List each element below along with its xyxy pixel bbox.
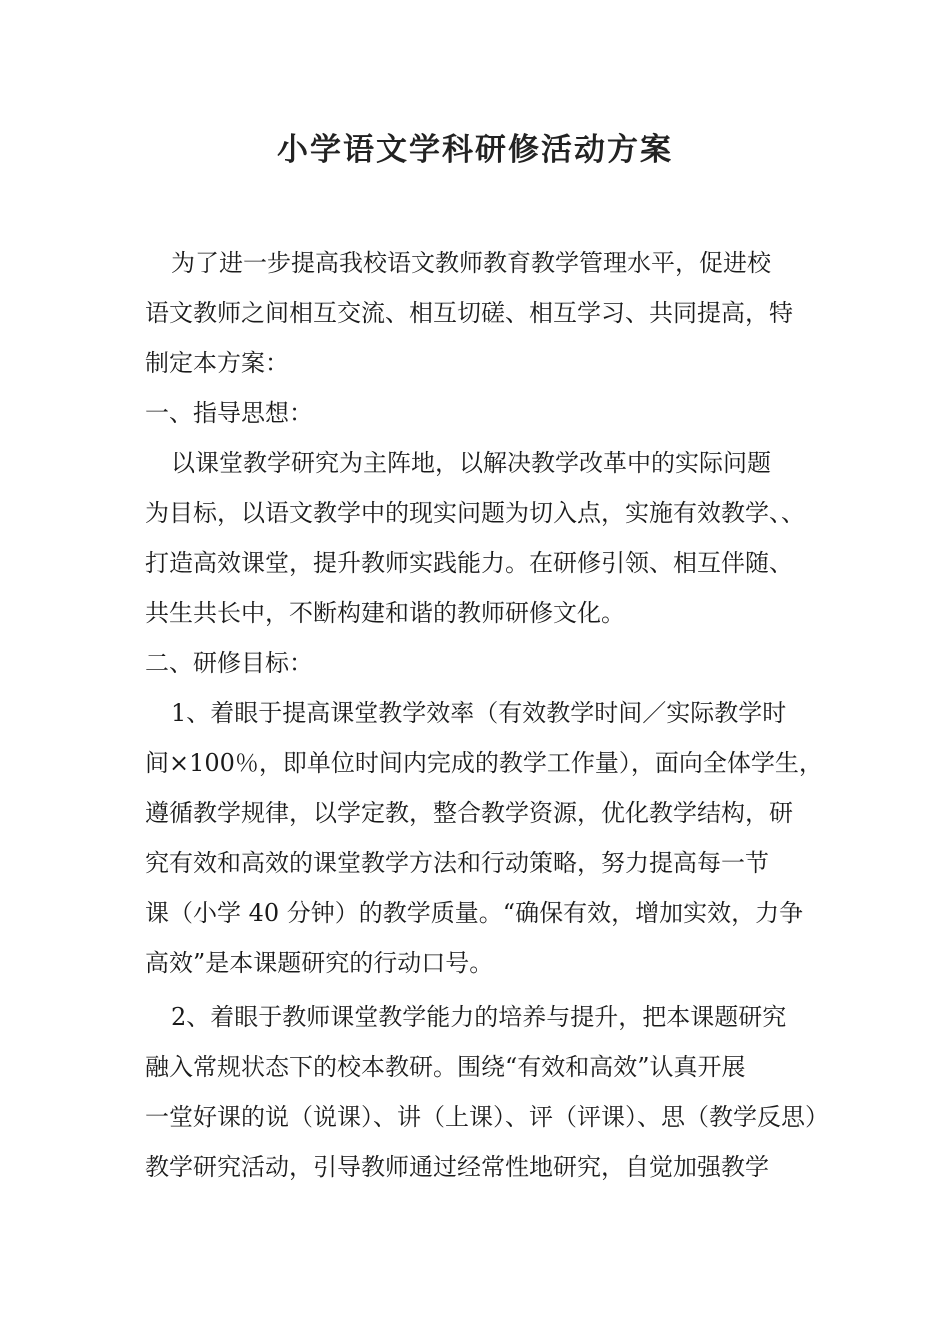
section-heading: 一、指导思想： bbox=[145, 399, 313, 427]
body-line: 语文教师之间相互交流、相互切磋、相互学习、共同提高，特 bbox=[145, 299, 793, 327]
body-line: 打造高效课堂，提升教师实践能力。在研修引领、相互伴随、 bbox=[145, 549, 793, 577]
section-heading: 二、研修目标： bbox=[145, 649, 313, 677]
body-line: 以课堂教学研究为主阵地，以解决教学改革中的实际问题 bbox=[171, 449, 771, 477]
body-line: 融入常规状态下的校本教研。围绕“有效和高效”认真开展 bbox=[145, 1053, 746, 1081]
body-line: 一堂好课的说（说课）、讲（上课）、评（评课）、思（教学反思） bbox=[145, 1103, 829, 1131]
body-line: 为了进一步提高我校语文教师教育教学管理水平，促进校 bbox=[171, 249, 771, 277]
body-line: 教学研究活动，引导教师通过经常性地研究，自觉加强教学 bbox=[145, 1153, 769, 1181]
body-line: 遵循教学规律，以学定教，整合教学资源，优化教学结构，研 bbox=[145, 799, 793, 827]
body-line: 共生共长中，不断构建和谐的教师研修文化。 bbox=[145, 599, 625, 627]
body-line: 2、着眼于教师课堂教学能力的培养与提升，把本课题研究 bbox=[171, 1003, 787, 1031]
document-body bbox=[145, 238, 829, 1192]
body-line: 高效”是本课题研究的行动口号。 bbox=[145, 949, 494, 977]
body-line: 究有效和高效的课堂教学方法和行动策略，努力提高每一节 bbox=[145, 849, 769, 877]
document-title: 小学语文学科研修活动方案 bbox=[277, 132, 673, 168]
body-line: 制定本方案： bbox=[145, 349, 289, 377]
body-line: 间×100％，即单位时间内完成的教学工作量），面向全体学生， bbox=[145, 749, 823, 777]
body-line: 课（小学 40 分钟）的教学质量。“确保有效，增加实效，力争 bbox=[145, 899, 804, 927]
body-line: 为目标，以语文教学中的现实问题为切入点，实施有效教学、、 bbox=[145, 499, 805, 527]
body-line: 1、着眼于提高课堂教学效率（有效教学时间／实际教学时 bbox=[171, 699, 787, 727]
